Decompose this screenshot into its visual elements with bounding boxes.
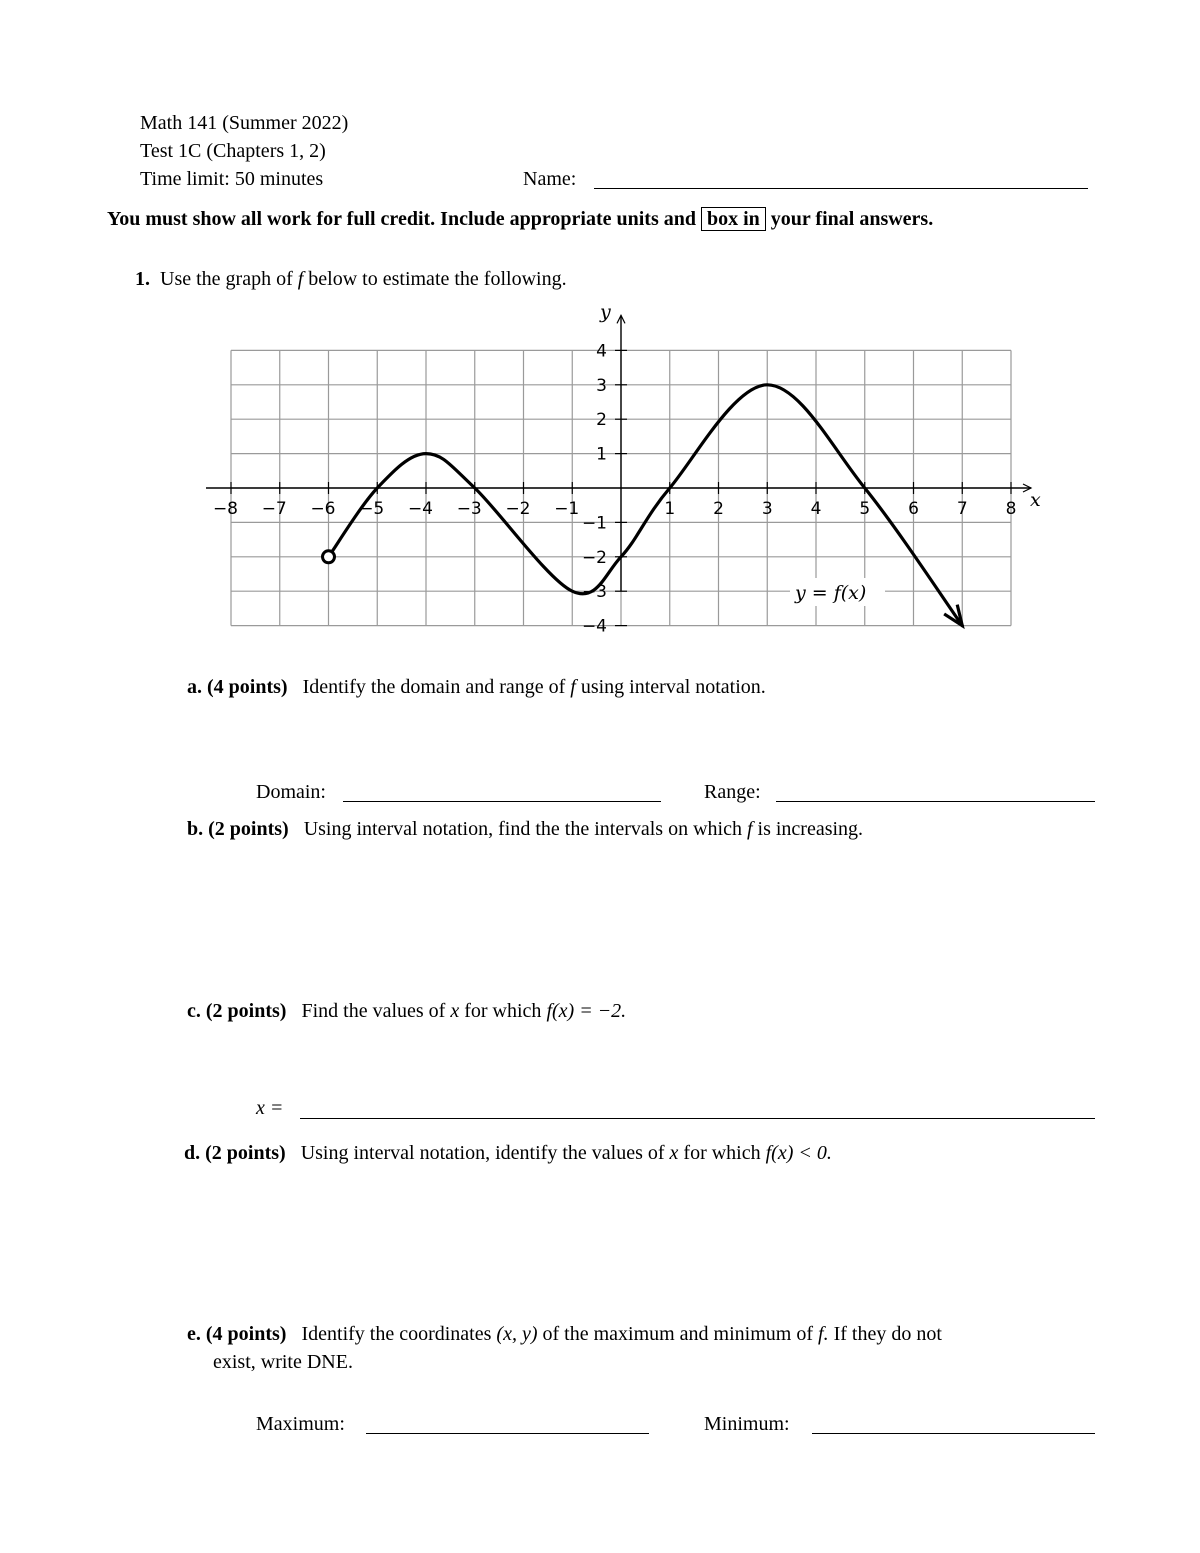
part-c-answer-line[interactable] — [300, 1118, 1095, 1119]
x-axis-label: x — [1030, 489, 1041, 511]
time-limit: Time limit: 50 minutes — [140, 168, 324, 190]
y-tick-label: 2 — [596, 410, 607, 431]
part-c-label: c. — [187, 1000, 201, 1022]
y-tick-label: −4 — [581, 616, 607, 637]
part-e-text-post: If they do not — [833, 1323, 942, 1345]
part-c-text-pre: Find the values of — [301, 1000, 446, 1022]
part-e-coords: (x, y) — [496, 1323, 538, 1345]
part-a-text-pre: Identify the domain and range of — [302, 676, 566, 698]
maximum-answer-line[interactable] — [366, 1433, 649, 1434]
part-e-line2: exist, write DNE. — [213, 1351, 353, 1373]
x-tick-label: 5 — [859, 499, 871, 519]
part-b-text-post: is increasing. — [757, 818, 864, 840]
x-tick-label: 2 — [713, 499, 724, 519]
x-tick-label: 1 — [664, 499, 676, 519]
y-tick-label: −2 — [581, 547, 607, 568]
part-e-prompt — [187, 1322, 942, 1346]
range-label: Range: — [704, 781, 761, 803]
part-b-label: b. — [187, 818, 204, 840]
part-e-text-pre: Identify the coordinates — [301, 1323, 492, 1345]
part-c-expr: f(x) = −2. — [546, 1000, 627, 1022]
part-d-label: d. — [184, 1142, 201, 1164]
part-a-prompt — [187, 675, 766, 699]
x-tick-label: 3 — [761, 499, 773, 519]
part-b-text-pre: Using interval notation, find the the intervals on which — [303, 818, 742, 840]
x-tick-label: 7 — [956, 499, 968, 519]
part-a-text-post: using interval notation. — [580, 676, 766, 698]
y-tick-label: −3 — [581, 582, 607, 603]
ticks — [213, 341, 1016, 636]
part-b-var: f — [746, 818, 753, 840]
part-d-prompt — [184, 1141, 832, 1165]
function-graph — [0, 0, 1200, 700]
part-c-prompt — [187, 999, 626, 1023]
domain-answer-line[interactable] — [343, 801, 661, 802]
y-tick-label: 4 — [596, 341, 607, 362]
part-a-var: f — [570, 676, 576, 698]
part-d-var: x — [669, 1142, 679, 1164]
part-c-var: x — [450, 1000, 460, 1022]
prompt-post: below to estimate the following. — [308, 268, 567, 290]
y-tick-label: 1 — [596, 444, 607, 465]
part-c-answer-label: x = — [256, 1097, 284, 1119]
part-a-points: (4 points) — [207, 676, 288, 698]
part-d-points: (2 points) — [205, 1142, 286, 1164]
minimum-label: Minimum: — [704, 1413, 790, 1435]
x-tick-label: 8 — [1005, 499, 1017, 519]
y-tick-label: −1 — [581, 513, 607, 534]
x-tick-label: −1 — [554, 499, 580, 519]
course-title: Math 141 (Summer 2022) — [140, 112, 349, 134]
part-a-label: a. — [187, 676, 202, 698]
y-tick-label: 3 — [596, 375, 607, 396]
part-d-text-mid: for which — [683, 1142, 761, 1164]
x-tick-label: 6 — [908, 499, 919, 519]
y-axis-label: y — [600, 301, 611, 323]
part-c-points: (2 points) — [205, 1000, 287, 1022]
x-tick-label: −4 — [407, 499, 433, 519]
prompt-var: f — [297, 268, 304, 290]
name-label: Name: — [523, 168, 577, 190]
x-tick-label: −8 — [212, 499, 238, 519]
part-b-prompt — [187, 817, 863, 841]
part-b-points: (2 points) — [208, 818, 289, 840]
x-tick-label: 4 — [810, 499, 822, 519]
domain-label: Domain: — [256, 781, 326, 803]
part-c-text-mid: for which — [464, 1000, 542, 1022]
open-endpoint-circle — [323, 551, 335, 563]
x-tick-label: −2 — [505, 499, 531, 519]
x-tick-label: −7 — [261, 499, 287, 519]
instructions-part2: your final answers. — [770, 208, 934, 230]
x-tick-label: −5 — [359, 499, 385, 519]
x-tick-label: −6 — [310, 499, 336, 519]
boxed-text: box in — [701, 207, 766, 231]
part-e-points: (4 points) — [205, 1323, 287, 1345]
range-answer-line[interactable] — [776, 801, 1095, 802]
instructions-part1: You must show all work for full credit. Include appropriate units and — [107, 208, 696, 230]
part-e-var: f. — [818, 1323, 829, 1345]
test-title: Test 1C (Chapters 1, 2) — [140, 140, 326, 162]
maximum-label: Maximum: — [256, 1413, 345, 1435]
curve-label: y = f(x) — [795, 582, 867, 604]
part-e-text-mid: of the maximum and minimum of — [542, 1323, 814, 1345]
part-e-label: e. — [187, 1323, 201, 1345]
x-tick-label: −3 — [456, 499, 482, 519]
prompt-pre: Use the graph of — [160, 268, 293, 290]
minimum-answer-line[interactable] — [812, 1433, 1095, 1434]
part-d-text-pre: Using interval notation, identify the values of — [300, 1142, 665, 1164]
part-d-expr: f(x) < 0. — [765, 1142, 832, 1164]
problem-number: 1. — [135, 268, 150, 290]
